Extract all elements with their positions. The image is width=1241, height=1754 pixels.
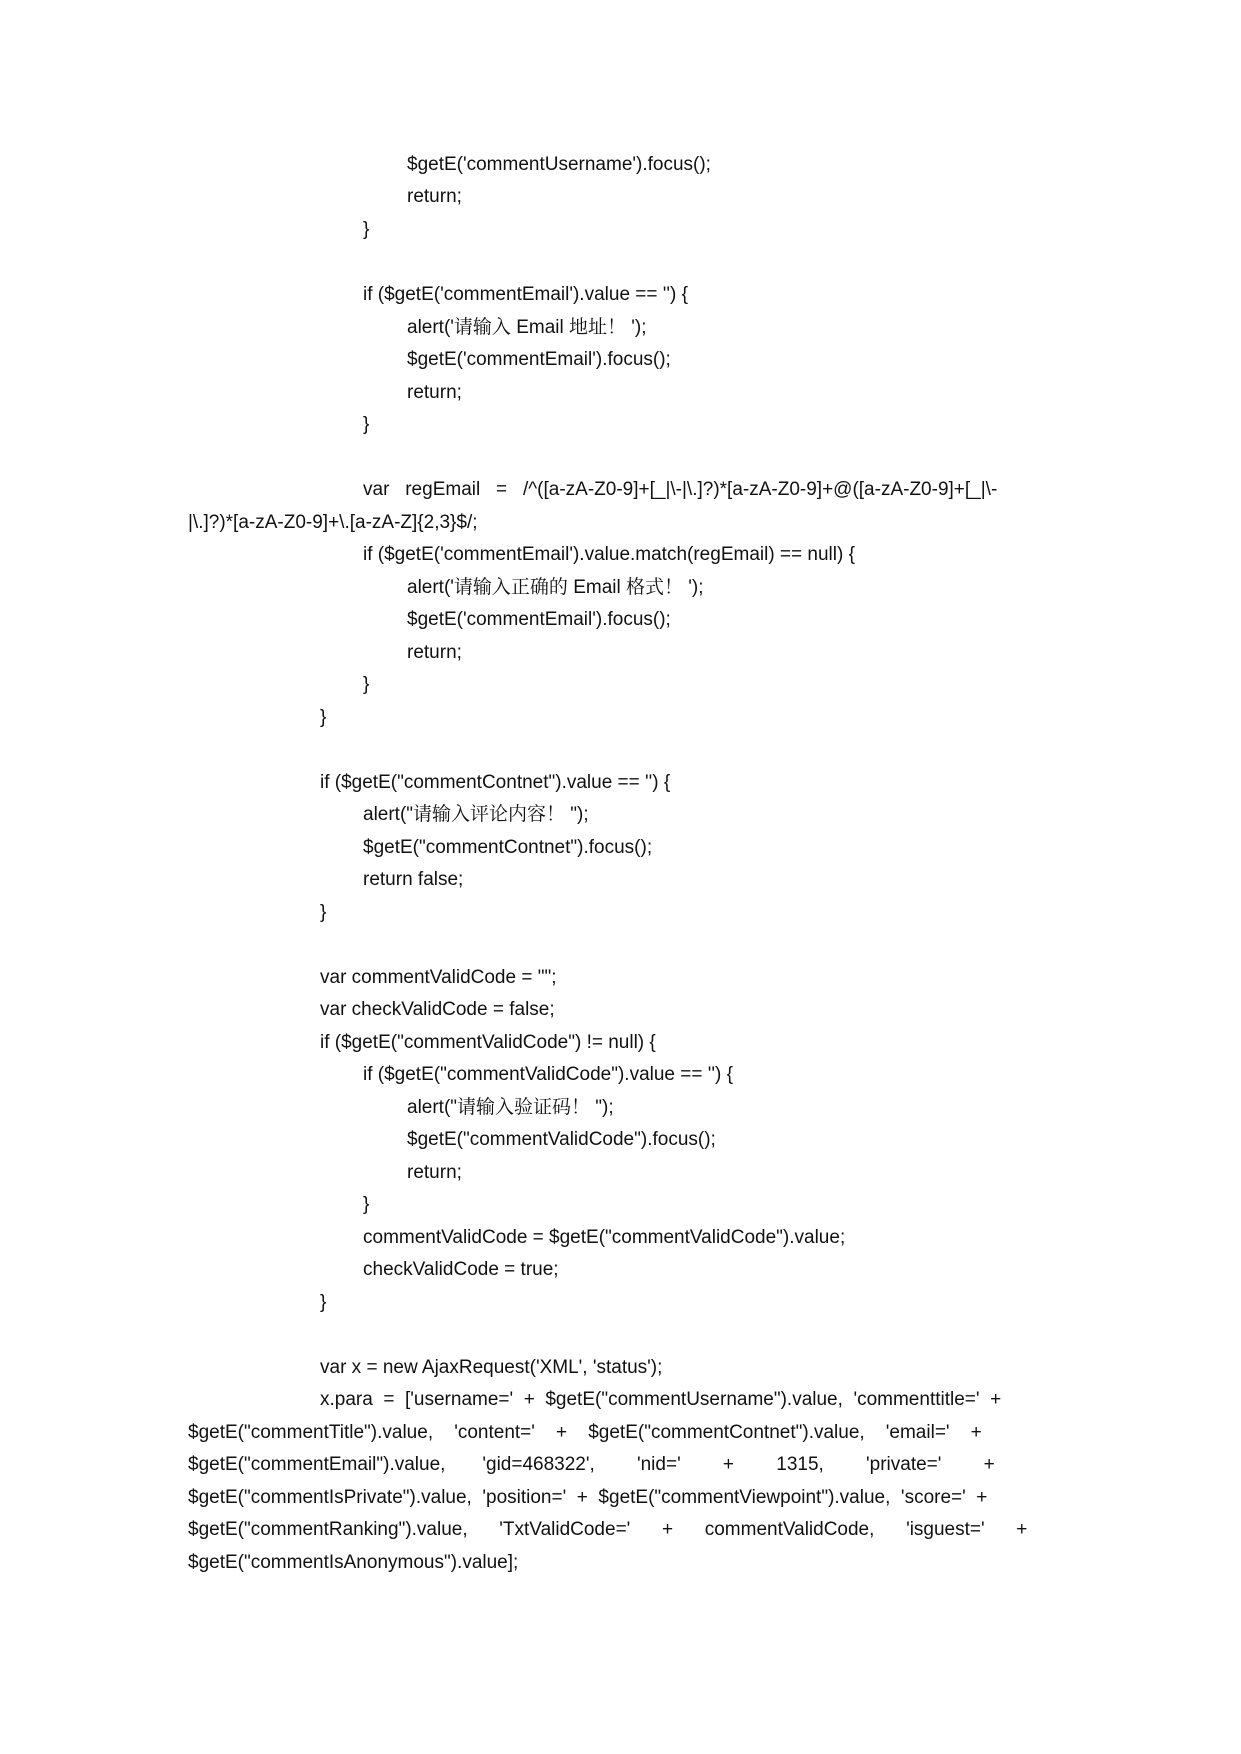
code-line: alert('请输入 Email 地址！ '); (407, 317, 647, 338)
code-line: alert("请输入验证码！ "); (407, 1097, 614, 1118)
code-line: $getE("commentValidCode").focus(); (407, 1129, 716, 1150)
code-line: alert('请输入正确的 Email 格式！ '); (407, 577, 704, 598)
code-line: $getE("commentEmail").value, 'gid=468322', 'nid=' + 1315, 'private=' + (188, 1454, 995, 1475)
code-line: $getE("commentRanking").value, 'TxtValidCode=' + commentValidCode, 'isguest=' + (188, 1519, 1028, 1540)
code-line: $getE("commentIsAnonymous").value]; (188, 1552, 519, 1573)
code-line: $getE('commentEmail').focus(); (407, 609, 671, 630)
code-line: } (363, 414, 370, 435)
code-line: var regEmail = /^([a-zA-Z0-9]+[_|\-|\.]?)*[a-zA-Z0-9]+@([a-zA-Z0-9]+[_|\- (363, 479, 998, 500)
code-line: return; (407, 186, 462, 207)
code-line: if ($getE('commentEmail').value.match(regEmail) == null) { (363, 544, 855, 565)
code-line: $getE('commentUsername').focus(); (407, 154, 711, 175)
code-line: if ($getE("commentContnet").value == '') { (320, 772, 671, 793)
code-line: } (363, 674, 370, 695)
code-line: } (363, 1194, 370, 1215)
code-line: x.para = ['username=' + $getE("commentUsername").value, 'commenttitle=' + (320, 1389, 1002, 1410)
code-line: |\.]?)*[a-zA-Z0-9]+\.[a-zA-Z]{2,3}$/; (188, 512, 478, 533)
code-line: $getE('commentEmail').focus(); (407, 349, 671, 370)
code-line: } (320, 1292, 327, 1313)
code-line: commentValidCode = $getE("commentValidCode").value; (363, 1227, 846, 1248)
code-line: } (363, 219, 370, 240)
code-line: $getE("commentIsPrivate").value, 'position=' + $getE("commentViewpoint").value, 'score=' + (188, 1487, 988, 1508)
code-line: return; (407, 1162, 462, 1183)
code-line: $getE("commentTitle").value, 'content=' + $getE("commentContnet").value, 'email=' + (188, 1422, 982, 1443)
code-line: alert("请输入评论内容！ "); (363, 804, 589, 825)
code-line: $getE("commentContnet").focus(); (363, 837, 653, 858)
code-line: return; (407, 642, 462, 663)
code-line: } (320, 707, 327, 728)
code-line: if ($getE("commentValidCode").value == '') { (363, 1064, 733, 1085)
code-line: return false; (363, 869, 464, 890)
code-line: var commentValidCode = ""; (320, 967, 557, 988)
code-line: if ($getE('commentEmail').value == '') { (363, 284, 688, 305)
code-line: var checkValidCode = false; (320, 999, 555, 1020)
code-line: var x = new AjaxRequest('XML', 'status'); (320, 1357, 663, 1378)
code-line: } (320, 902, 327, 923)
code-line: checkValidCode = true; (363, 1259, 559, 1280)
code-line: return; (407, 382, 462, 403)
code-line: if ($getE("commentValidCode") != null) { (320, 1032, 656, 1053)
